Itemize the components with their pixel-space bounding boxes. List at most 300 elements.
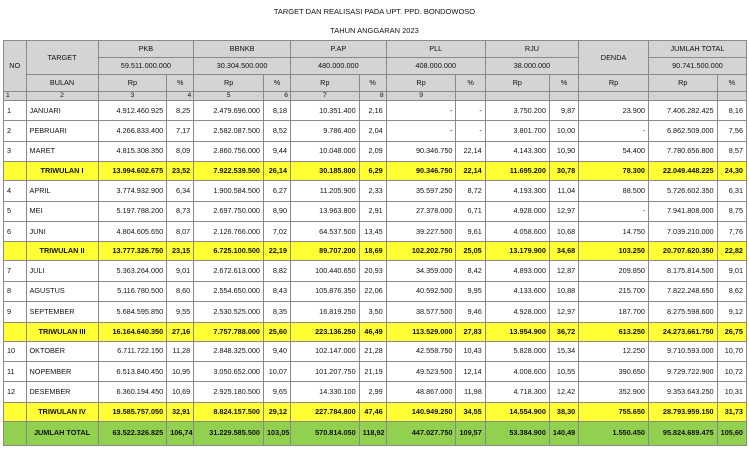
pap-pct-cell[interactable]: 2,33 [359,181,386,201]
rju-rp-cell[interactable]: 4.928.000 [485,201,549,221]
row-no-cell[interactable]: 8 [4,281,27,301]
jumlah-pct-cell[interactable]: 9,12 [717,302,746,322]
pkb-pct-cell[interactable]: 7,17 [167,121,194,141]
index-cell[interactable]: 7 [291,92,360,101]
pap-pct-cell[interactable]: 2,91 [359,201,386,221]
rju-rp-cell[interactable]: 4.718.300 [485,382,549,402]
denda-rp-cell[interactable]: 613.250 [579,322,649,341]
pap-rp-cell[interactable]: 105.876.350 [291,281,360,301]
row-bulan-cell[interactable]: TRIWULAN I [26,162,98,181]
header-jumlah-pct[interactable]: % [717,75,746,92]
bbnkb-rp-cell[interactable]: 2.860.756.000 [194,141,264,161]
pll-rp-cell[interactable]: 90.346.750 [386,162,456,181]
denda-rp-cell[interactable]: 88.500 [579,181,649,201]
rju-rp-cell[interactable]: 13.954.900 [485,322,549,341]
rju-pct-cell[interactable]: 9,87 [549,101,578,121]
jumlah-pct-cell[interactable]: 10,31 [717,382,746,402]
row-bulan-cell[interactable]: NOPEMBER [26,361,98,381]
pap-rp-cell[interactable]: 10.351.400 [291,101,360,121]
pll-pct-cell[interactable]: 9,61 [456,221,485,241]
pll-pct-cell[interactable]: 34,55 [456,402,485,421]
rju-pct-cell[interactable]: 10,55 [549,361,578,381]
header-pap[interactable]: P.AP [291,41,387,58]
bbnkb-pct-cell[interactable]: 26,14 [264,162,291,181]
rju-pct-cell[interactable]: 12,87 [549,261,578,281]
rju-pct-cell[interactable]: 38,30 [549,402,578,421]
bbnkb-rp-cell[interactable]: 2.582.087.500 [194,121,264,141]
jumlah-rp-cell[interactable]: 22.049.448.225 [648,162,717,181]
target-bbnkb[interactable]: 30.304.500.000 [194,58,291,75]
pkb-pct-cell[interactable]: 23,52 [167,162,194,181]
pkb-pct-cell[interactable]: 8,73 [167,201,194,221]
pap-rp-cell[interactable]: 9.786.400 [291,121,360,141]
pap-pct-cell[interactable]: 47,46 [359,402,386,421]
index-cell[interactable]: 2 [26,92,98,101]
pll-rp-cell[interactable]: 90.346.750 [386,141,456,161]
pap-rp-cell[interactable]: 100.440.650 [291,261,360,281]
pll-rp-cell[interactable]: 38.577.500 [386,302,456,322]
header-pap-pct[interactable]: % [359,75,386,92]
row-no-cell[interactable] [4,242,27,261]
row-no-cell[interactable]: 6 [4,221,27,241]
row-bulan-cell[interactable]: JUNI [26,221,98,241]
target-pkb[interactable]: 59.511.000.000 [98,58,194,75]
rju-rp-cell[interactable]: 4.133.600 [485,281,549,301]
bbnkb-rp-cell[interactable]: 2.554.650.000 [194,281,264,301]
pkb-pct-cell[interactable]: 106,74 [167,421,194,445]
row-bulan-cell[interactable]: JANUARI [26,101,98,121]
jumlah-rp-cell[interactable]: 7.406.282.425 [648,101,717,121]
rju-pct-cell[interactable]: 10,00 [549,121,578,141]
pap-rp-cell[interactable]: 227.784.800 [291,402,360,421]
pll-rp-cell[interactable]: 27.378.000 [386,201,456,221]
pap-rp-cell[interactable]: 223.136.250 [291,322,360,341]
index-cell[interactable]: 1 [4,92,27,101]
pkb-rp-cell[interactable]: 6.513.840.450 [98,361,167,381]
pll-pct-cell[interactable]: 109,57 [456,421,485,445]
bbnkb-rp-cell[interactable]: 6.725.100.500 [194,242,264,261]
jumlah-pct-cell[interactable]: 8,57 [717,141,746,161]
pap-pct-cell[interactable]: 18,69 [359,242,386,261]
header-pap-rp[interactable]: Rp [291,75,360,92]
jumlah-rp-cell[interactable]: 8.175.814.500 [648,261,717,281]
pll-pct-cell[interactable]: 12,14 [456,361,485,381]
jumlah-pct-cell[interactable]: 10,70 [717,341,746,361]
pll-pct-cell[interactable]: 6,71 [456,201,485,221]
rju-pct-cell[interactable]: 12,97 [549,302,578,322]
jumlah-rp-cell[interactable]: 24.273.661.750 [648,322,717,341]
pap-rp-cell[interactable]: 10.048.000 [291,141,360,161]
jumlah-pct-cell[interactable]: 10,72 [717,361,746,381]
bbnkb-rp-cell[interactable]: 1.900.584.500 [194,181,264,201]
pap-pct-cell[interactable]: 46,49 [359,322,386,341]
denda-rp-cell[interactable]: - [579,201,649,221]
bbnkb-rp-cell[interactable]: 2.479.696.000 [194,101,264,121]
rju-rp-cell[interactable]: 11.695.200 [485,162,549,181]
index-cell[interactable] [648,92,717,101]
pll-pct-cell[interactable]: - [456,101,485,121]
jumlah-rp-cell[interactable]: 7.780.656.800 [648,141,717,161]
rju-pct-cell[interactable]: 12,97 [549,201,578,221]
pap-pct-cell[interactable]: 3,50 [359,302,386,322]
header-bbnkb-rp[interactable]: Rp [194,75,264,92]
rju-pct-cell[interactable]: 12,42 [549,382,578,402]
rju-rp-cell[interactable]: 4.008.600 [485,361,549,381]
header-denda-rp[interactable]: Rp [579,75,649,92]
bbnkb-pct-cell[interactable]: 22,19 [264,242,291,261]
row-bulan-cell[interactable]: MARET [26,141,98,161]
pll-rp-cell[interactable]: 40.592.500 [386,281,456,301]
pkb-rp-cell[interactable]: 19.585.757.050 [98,402,167,421]
header-bbnkb[interactable]: BBNKB [194,41,291,58]
index-cell[interactable]: 6 [264,92,291,101]
pap-rp-cell[interactable]: 13.963.800 [291,201,360,221]
jumlah-pct-cell[interactable]: 31,73 [717,402,746,421]
header-pkb[interactable]: PKB [98,41,194,58]
header-pll-pct[interactable]: % [456,75,485,92]
row-no-cell[interactable] [4,162,27,181]
row-bulan-cell[interactable]: DESEMBER [26,382,98,402]
jumlah-pct-cell[interactable]: 9,01 [717,261,746,281]
index-cell[interactable] [717,92,746,101]
pap-pct-cell[interactable]: 2,16 [359,101,386,121]
header-jumlah-rp[interactable]: Rp [648,75,717,92]
pap-pct-cell[interactable]: 21,28 [359,341,386,361]
bbnkb-rp-cell[interactable]: 3.050.652.000 [194,361,264,381]
rju-pct-cell[interactable]: 30,78 [549,162,578,181]
row-bulan-cell[interactable]: AGUSTUS [26,281,98,301]
bbnkb-pct-cell[interactable]: 8,35 [264,302,291,322]
row-bulan-cell[interactable]: PEBRUARI [26,121,98,141]
pkb-pct-cell[interactable]: 6,34 [167,181,194,201]
bbnkb-pct-cell[interactable]: 7,02 [264,221,291,241]
pll-pct-cell[interactable]: 11,98 [456,382,485,402]
pkb-rp-cell[interactable]: 13.777.326.750 [98,242,167,261]
header-rju-rp[interactable]: Rp [485,75,549,92]
row-no-cell[interactable] [4,322,27,341]
jumlah-rp-cell[interactable]: 9.353.643.250 [648,382,717,402]
rju-pct-cell[interactable]: 36,72 [549,322,578,341]
denda-rp-cell[interactable]: 54.400 [579,141,649,161]
pll-rp-cell[interactable]: - [386,101,456,121]
pll-pct-cell[interactable]: 8,42 [456,261,485,281]
row-no-cell[interactable] [4,402,27,421]
denda-rp-cell[interactable]: 78.300 [579,162,649,181]
index-cell[interactable] [579,92,649,101]
pll-rp-cell[interactable]: 35.597.250 [386,181,456,201]
pkb-pct-cell[interactable]: 27,16 [167,322,194,341]
pkb-rp-cell[interactable]: 4.912.460.925 [98,101,167,121]
rju-pct-cell[interactable]: 34,68 [549,242,578,261]
jumlah-pct-cell[interactable]: 8,16 [717,101,746,121]
jumlah-pct-cell[interactable]: 8,62 [717,281,746,301]
row-bulan-cell[interactable]: MEI [26,201,98,221]
pkb-pct-cell[interactable]: 9,01 [167,261,194,281]
jumlah-pct-cell[interactable]: 26,75 [717,322,746,341]
pkb-pct-cell[interactable]: 10,69 [167,382,194,402]
bbnkb-pct-cell[interactable]: 8,18 [264,101,291,121]
bbnkb-rp-cell[interactable]: 2.848.325.000 [194,341,264,361]
rju-rp-cell[interactable]: 4.143.300 [485,141,549,161]
rju-pct-cell[interactable]: 10,90 [549,141,578,161]
pkb-rp-cell[interactable]: 4.266.833.400 [98,121,167,141]
pkb-rp-cell[interactable]: 3.774.932.900 [98,181,167,201]
pll-pct-cell[interactable]: 22,14 [456,141,485,161]
header-jumlah[interactable]: JUMLAH TOTAL [648,41,746,58]
month-row [4,201,747,221]
pkb-rp-cell[interactable]: 63.522.326.825 [98,421,167,445]
pap-pct-cell[interactable]: 21,19 [359,361,386,381]
rju-rp-cell[interactable]: 53.384.900 [485,421,549,445]
row-no-cell[interactable]: 2 [4,121,27,141]
jumlah-rp-cell[interactable]: 28.793.959.150 [648,402,717,421]
pkb-rp-cell[interactable]: 4.804.605.650 [98,221,167,241]
target-pap[interactable]: 480.000.000 [291,58,387,75]
denda-rp-cell[interactable]: 23.900 [579,101,649,121]
rju-rp-cell[interactable]: 3.750.200 [485,101,549,121]
rju-pct-cell[interactable]: 10,68 [549,221,578,241]
jumlah-pct-cell[interactable]: 22,82 [717,242,746,261]
bbnkb-rp-cell[interactable]: 2.530.525.000 [194,302,264,322]
denda-rp-cell[interactable]: 1.550.450 [579,421,649,445]
pll-rp-cell[interactable]: 42.558.750 [386,341,456,361]
index-cell[interactable] [485,92,549,101]
pll-rp-cell[interactable]: - [386,121,456,141]
bbnkb-rp-cell[interactable]: 31.229.585.500 [194,421,264,445]
pll-rp-cell[interactable]: 113.529.000 [386,322,456,341]
rju-pct-cell[interactable]: 140,49 [549,421,578,445]
denda-rp-cell[interactable]: 390.650 [579,361,649,381]
jumlah-rp-cell[interactable]: 7.822.248.650 [648,281,717,301]
rju-rp-cell[interactable]: 13.179.900 [485,242,549,261]
jumlah-rp-cell[interactable]: 9.729.722.900 [648,361,717,381]
header-pkb-rp[interactable]: Rp [98,75,167,92]
denda-rp-cell[interactable]: 103.250 [579,242,649,261]
row-no-cell[interactable]: 7 [4,261,27,281]
pkb-pct-cell[interactable]: 8,09 [167,141,194,161]
rju-rp-cell[interactable]: 4.058.600 [485,221,549,241]
pll-pct-cell[interactable]: 8,72 [456,181,485,201]
target-pll[interactable]: 408.000.000 [386,58,485,75]
header-denda[interactable]: DENDA [579,41,649,75]
bbnkb-rp-cell[interactable]: 2.672.613.000 [194,261,264,281]
denda-rp-cell[interactable]: 755.650 [579,402,649,421]
jumlah-rp-cell[interactable]: 95.824.689.475 [648,421,717,445]
header-pkb-pct[interactable]: % [167,75,194,92]
jumlah-pct-cell[interactable]: 7,56 [717,121,746,141]
pkb-rp-cell[interactable]: 5.684.595.850 [98,302,167,322]
pap-pct-cell[interactable]: 6,29 [359,162,386,181]
jumlah-rp-cell[interactable]: 7.039.210.000 [648,221,717,241]
row-bulan-cell[interactable]: OKTOBER [26,341,98,361]
pap-pct-cell[interactable]: 2,99 [359,382,386,402]
pap-rp-cell[interactable]: 89.707.200 [291,242,360,261]
row-bulan-cell[interactable]: JULI [26,261,98,281]
pap-pct-cell[interactable]: 2,04 [359,121,386,141]
pkb-rp-cell[interactable]: 6.711.722.150 [98,341,167,361]
row-no-cell[interactable] [4,421,27,445]
bbnkb-pct-cell[interactable]: 9,40 [264,341,291,361]
jumlah-rp-cell[interactable]: 7.941.808.000 [648,201,717,221]
index-cell[interactable]: 8 [359,92,386,101]
pap-pct-cell[interactable]: 118,92 [359,421,386,445]
pll-pct-cell[interactable]: - [456,121,485,141]
header-no[interactable]: NO [4,41,27,92]
denda-rp-cell[interactable]: - [579,121,649,141]
row-bulan-cell[interactable]: SEPTEMBER [26,302,98,322]
row-no-cell[interactable]: 10 [4,341,27,361]
header-rju-pct[interactable]: % [549,75,578,92]
rju-rp-cell[interactable]: 5.828.000 [485,341,549,361]
pap-pct-cell[interactable]: 22,06 [359,281,386,301]
rju-rp-cell[interactable]: 4.193.300 [485,181,549,201]
pap-rp-cell[interactable]: 102.147.000 [291,341,360,361]
jumlah-rp-cell[interactable]: 9.710.593.000 [648,341,717,361]
bbnkb-pct-cell[interactable]: 6,27 [264,181,291,201]
jumlah-pct-cell[interactable]: 6,31 [717,181,746,201]
pll-rp-cell[interactable]: 102.202.750 [386,242,456,261]
pkb-pct-cell[interactable]: 9,55 [167,302,194,322]
index-cell[interactable] [456,92,485,101]
pll-pct-cell[interactable]: 9,95 [456,281,485,301]
pap-pct-cell[interactable]: 13,45 [359,221,386,241]
row-bulan-cell[interactable]: TRIWULAN II [26,242,98,261]
denda-rp-cell[interactable]: 352.900 [579,382,649,402]
jumlah-rp-cell[interactable]: 5.726.602.350 [648,181,717,201]
bbnkb-pct-cell[interactable]: 103,05 [264,421,291,445]
row-no-cell[interactable]: 12 [4,382,27,402]
pll-pct-cell[interactable]: 27,83 [456,322,485,341]
pkb-pct-cell[interactable]: 8,07 [167,221,194,241]
pll-rp-cell[interactable]: 34.359.000 [386,261,456,281]
pll-pct-cell[interactable]: 10,43 [456,341,485,361]
header-target[interactable]: TARGET [26,41,98,75]
pkb-pct-cell[interactable]: 32,91 [167,402,194,421]
index-cell[interactable]: 5 [194,92,264,101]
header-bbnkb-pct[interactable]: % [264,75,291,92]
pkb-rp-cell[interactable]: 13.994.602.675 [98,162,167,181]
pkb-rp-cell[interactable]: 16.164.640.350 [98,322,167,341]
rju-rp-cell[interactable]: 3.801.700 [485,121,549,141]
rju-pct-cell[interactable]: 15,34 [549,341,578,361]
row-no-cell[interactable]: 5 [4,201,27,221]
pkb-rp-cell[interactable]: 4.815.308.350 [98,141,167,161]
denda-rp-cell[interactable]: 215.700 [579,281,649,301]
bbnkb-pct-cell[interactable]: 9,44 [264,141,291,161]
header-rju[interactable]: RJU [485,41,578,58]
pkb-rp-cell[interactable]: 6.360.194.450 [98,382,167,402]
bbnkb-rp-cell[interactable]: 2.126.766.000 [194,221,264,241]
pap-rp-cell[interactable]: 30.185.800 [291,162,360,181]
rju-pct-cell[interactable]: 10,88 [549,281,578,301]
pkb-pct-cell[interactable]: 8,60 [167,281,194,301]
row-no-cell[interactable]: 3 [4,141,27,161]
bbnkb-rp-cell[interactable]: 2.697.750.000 [194,201,264,221]
pap-pct-cell[interactable]: 2,09 [359,141,386,161]
denda-rp-cell[interactable]: 12.250 [579,341,649,361]
denda-rp-cell[interactable]: 209.850 [579,261,649,281]
jumlah-pct-cell[interactable]: 24,30 [717,162,746,181]
target-jumlah[interactable]: 90.741.500.000 [648,58,746,75]
header-pll-rp[interactable]: Rp [386,75,456,92]
pll-pct-cell[interactable]: 9,46 [456,302,485,322]
jumlah-pct-cell[interactable]: 7,76 [717,221,746,241]
pll-pct-cell[interactable]: 22,14 [456,162,485,181]
pkb-pct-cell[interactable]: 10,95 [167,361,194,381]
pkb-rp-cell[interactable]: 5.116.780.500 [98,281,167,301]
bbnkb-pct-cell[interactable]: 29,12 [264,402,291,421]
pkb-rp-cell[interactable]: 5.363.264.000 [98,261,167,281]
rju-rp-cell[interactable]: 4.928.000 [485,302,549,322]
pll-rp-cell[interactable]: 140.949.250 [386,402,456,421]
denda-rp-cell[interactable]: 187.700 [579,302,649,322]
bbnkb-pct-cell[interactable]: 8,90 [264,201,291,221]
pap-pct-cell[interactable]: 20,93 [359,261,386,281]
pll-rp-cell[interactable]: 39.227.500 [386,221,456,241]
row-no-cell[interactable]: 1 [4,101,27,121]
pap-rp-cell[interactable]: 64.537.500 [291,221,360,241]
pap-rp-cell[interactable]: 101.207.750 [291,361,360,381]
pll-pct-cell[interactable]: 25,05 [456,242,485,261]
jumlah-rp-cell[interactable]: 8.275.598.600 [648,302,717,322]
jumlah-rp-cell[interactable]: 6.862.509.000 [648,121,717,141]
jumlah-pct-cell[interactable]: 105,60 [717,421,746,445]
bbnkb-pct-cell[interactable]: 8,82 [264,261,291,281]
pkb-pct-cell[interactable]: 8,25 [167,101,194,121]
pll-rp-cell[interactable]: 447.027.750 [386,421,456,445]
jumlah-rp-cell[interactable]: 20.707.620.350 [648,242,717,261]
rju-rp-cell[interactable]: 4.893.000 [485,261,549,281]
header-bulan[interactable]: BULAN [26,75,98,92]
row-bulan-cell[interactable]: TRIWULAN III [26,322,98,341]
rju-rp-cell[interactable]: 14.554.900 [485,402,549,421]
pap-rp-cell[interactable]: 14.330.100 [291,382,360,402]
row-bulan-cell[interactable]: TRIWULAN IV [26,402,98,421]
row-no-cell[interactable]: 4 [4,181,27,201]
index-cell[interactable] [549,92,578,101]
index-cell[interactable]: 9 [386,92,456,101]
bbnkb-pct-cell[interactable]: 8,52 [264,121,291,141]
bbnkb-rp-cell[interactable]: 8.824.157.500 [194,402,264,421]
bbnkb-pct-cell[interactable]: 8,43 [264,281,291,301]
bbnkb-pct-cell[interactable]: 9,65 [264,382,291,402]
row-bulan-cell[interactable]: JUMLAH TOTAL [26,421,98,445]
header-pll[interactable]: PLL [386,41,485,58]
pap-rp-cell[interactable]: 16.819.250 [291,302,360,322]
bbnkb-pct-cell[interactable]: 10,07 [264,361,291,381]
pkb-rp-cell[interactable]: 5.197.788.200 [98,201,167,221]
row-no-cell[interactable]: 9 [4,302,27,322]
row-no-cell[interactable]: 11 [4,361,27,381]
target-rju[interactable]: 38.000.000 [485,58,578,75]
pkb-pct-cell[interactable]: 23,15 [167,242,194,261]
bbnkb-pct-cell[interactable]: 25,60 [264,322,291,341]
index-cell[interactable]: 3 [98,92,167,101]
rju-pct-cell[interactable]: 11,04 [549,181,578,201]
pap-rp-cell[interactable]: 11.205.900 [291,181,360,201]
pll-rp-cell[interactable]: 48.867.000 [386,382,456,402]
denda-rp-cell[interactable]: 14.750 [579,221,649,241]
bbnkb-rp-cell[interactable]: 7.757.788.000 [194,322,264,341]
pll-rp-cell[interactable]: 49.523.500 [386,361,456,381]
bbnkb-rp-cell[interactable]: 2.925.180.500 [194,382,264,402]
pkb-pct-cell[interactable]: 11,28 [167,341,194,361]
bbnkb-rp-cell[interactable]: 7.922.539.500 [194,162,264,181]
row-bulan-cell[interactable]: APRIL [26,181,98,201]
jumlah-pct-cell[interactable]: 8,75 [717,201,746,221]
pap-rp-cell[interactable]: 570.814.050 [291,421,360,445]
index-cell[interactable]: 4 [167,92,194,101]
